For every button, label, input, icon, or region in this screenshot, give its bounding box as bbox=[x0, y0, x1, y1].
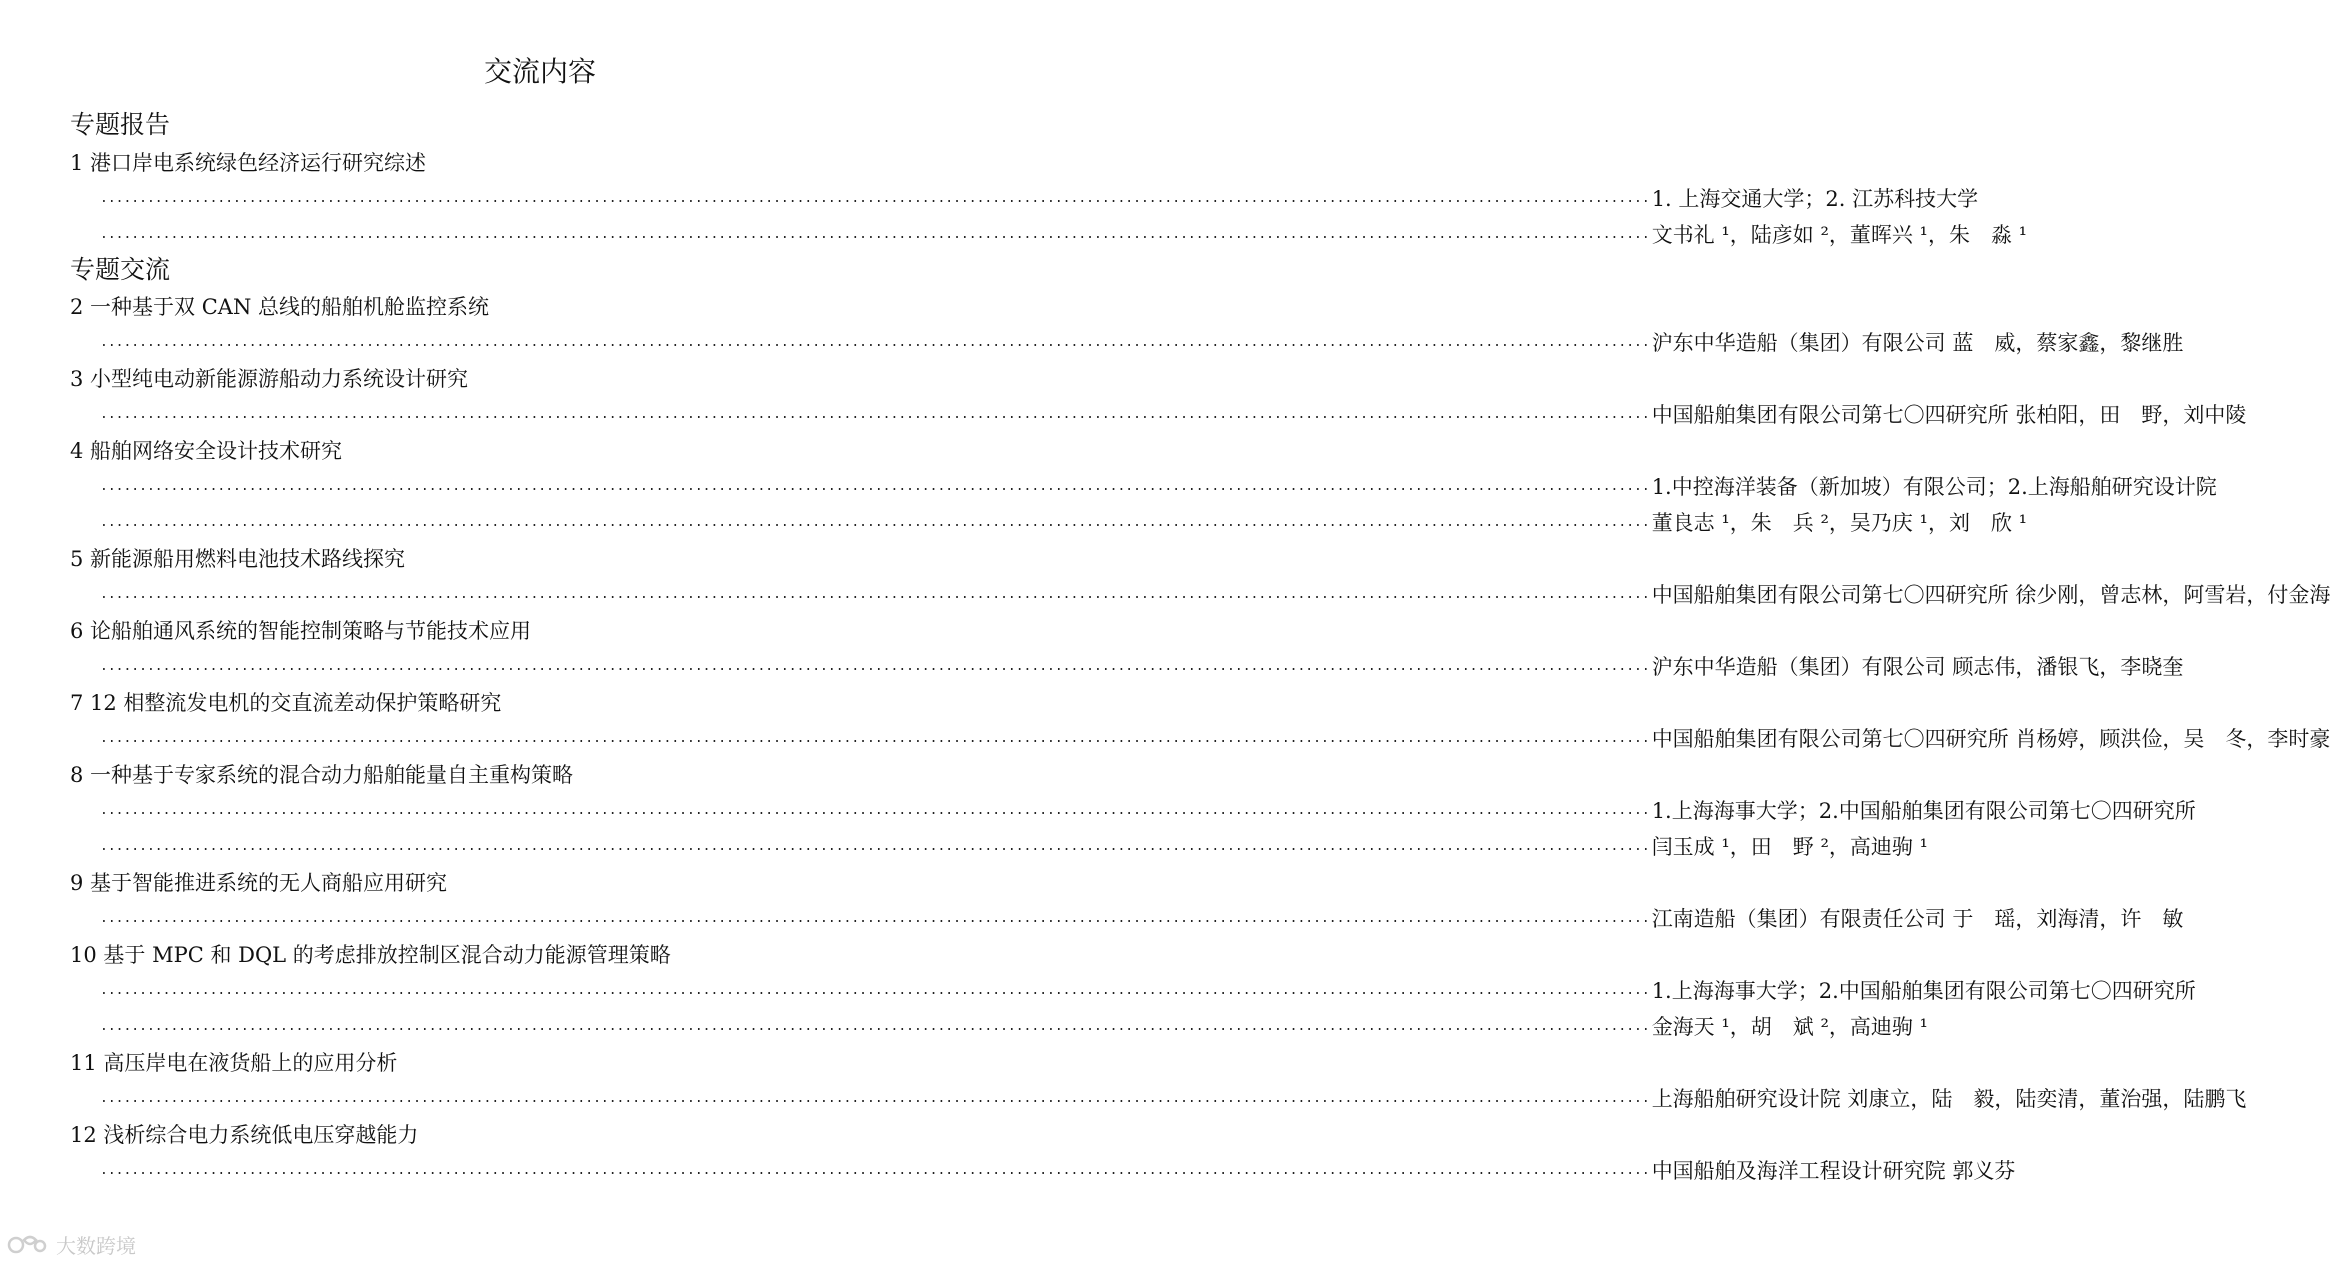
dot-leader: ...................................................................................................................................................................................................... bbox=[100, 803, 1650, 818]
entry-detail-text: 中国船舶集团有限公司第七〇四研究所 肖杨婷，顾洪俭，吴 冬，李时豪 bbox=[1651, 727, 2330, 751]
entry-detail bbox=[100, 793, 2196, 829]
dot-leader: ...................................................................................................................................................................................................... bbox=[100, 479, 1650, 494]
entry-detail-text: 中国船舶及海洋工程设计研究院 郭义芬 bbox=[1651, 1159, 2016, 1183]
section-heading-reports: 专题报告 bbox=[70, 110, 171, 139]
entry-detail-text: 1.中控海洋装备（新加坡）有限公司；2.上海船舶研究设计院 bbox=[1651, 475, 2217, 499]
dot-leader: ...................................................................................................................................................................................................... bbox=[100, 191, 1650, 206]
dot-leader: ...................................................................................................................................................................................................... bbox=[100, 227, 1650, 242]
entry-detail bbox=[100, 577, 2330, 613]
entry-title: 12 浅析综合电力系统低电压穿越能力 bbox=[70, 1123, 419, 1147]
watermark-logo-icon bbox=[6, 1230, 50, 1258]
entry-detail-text: 中国船舶集团有限公司第七〇四研究所 张柏阳，田 野，刘中陵 bbox=[1651, 403, 2247, 427]
entry-detail bbox=[100, 181, 1979, 217]
entry-detail-text: 中国船舶集团有限公司第七〇四研究所 徐少刚，曾志林，阿雪岩，付金海 bbox=[1651, 583, 2330, 607]
entry-detail bbox=[100, 901, 2184, 937]
page-title: 交流内容 bbox=[483, 55, 596, 88]
dot-leader: ...................................................................................................................................................................................................... bbox=[100, 983, 1650, 998]
entry-detail bbox=[100, 1153, 2016, 1189]
entry-detail bbox=[100, 217, 2028, 253]
dot-leader: ...................................................................................................................................................................................................... bbox=[100, 659, 1650, 674]
entry-detail bbox=[100, 1009, 1928, 1045]
entry-title: 10 基于 MPC 和 DQL 的考虑排放控制区混合动力能源管理策略 bbox=[70, 943, 671, 967]
dot-leader: ...................................................................................................................................................................................................... bbox=[100, 515, 1650, 530]
entry-detail-text: 金海天 ¹，胡 斌 ²，高迪驹 ¹ bbox=[1651, 1015, 1928, 1039]
entry-title: 11 高压岸电在液货船上的应用分析 bbox=[70, 1051, 398, 1075]
entry-detail bbox=[100, 829, 1928, 865]
watermark bbox=[6, 1226, 136, 1262]
entry-title: 2 一种基于双 CAN 总线的船舶机舱监控系统 bbox=[70, 295, 489, 319]
entry-detail-text: 文书礼 ¹，陆彦如 ²，董晖兴 ¹，朱 淼 ¹ bbox=[1651, 223, 2028, 247]
entry-detail-text: 闫玉成 ¹，田 野 ²，高迪驹 ¹ bbox=[1651, 835, 1928, 859]
entry-detail-text: 董良志 ¹，朱 兵 ²，吴乃庆 ¹，刘 欣 ¹ bbox=[1651, 511, 2028, 535]
dot-leader: ...................................................................................................................................................................................................... bbox=[100, 1019, 1650, 1034]
entry-detail-text: 沪东中华造船（集团）有限公司 蓝 威，蔡家鑫，黎继胜 bbox=[1651, 331, 2184, 355]
entry-title: 5 新能源船用燃料电池技术路线探究 bbox=[70, 547, 406, 571]
entry-detail bbox=[100, 1081, 2247, 1117]
entry-title: 4 船舶网络安全设计技术研究 bbox=[70, 439, 343, 463]
entry-detail bbox=[100, 325, 2184, 361]
entry-detail bbox=[100, 649, 2184, 685]
entry-detail-text: 江南造船（集团）有限责任公司 于 瑶，刘海清，许 敏 bbox=[1651, 907, 2184, 931]
dot-leader: ...................................................................................................................................................................................................... bbox=[100, 407, 1650, 422]
dot-leader: ...................................................................................................................................................................................................... bbox=[100, 839, 1650, 854]
entry-title: 6 论船舶通风系统的智能控制策略与节能技术应用 bbox=[70, 619, 532, 643]
entry-detail-text: 1. 上海交通大学；2. 江苏科技大学 bbox=[1651, 187, 1979, 211]
dot-leader: ...................................................................................................................................................................................................... bbox=[100, 587, 1650, 602]
entry-detail-text: 上海船舶研究设计院 刘康立，陆 毅，陆奕清，董治强，陆鹏飞 bbox=[1651, 1087, 2247, 1111]
dot-leader: ...................................................................................................................................................................................................... bbox=[100, 1163, 1650, 1178]
dot-leader: ...................................................................................................................................................................................................... bbox=[100, 731, 1650, 746]
entry-title: 3 小型纯电动新能源游船动力系统设计研究 bbox=[70, 367, 469, 391]
section-heading-exchange: 专题交流 bbox=[70, 255, 171, 284]
entry-title: 7 12 相整流发电机的交直流差动保护策略研究 bbox=[70, 691, 502, 715]
entry-detail bbox=[100, 469, 2217, 505]
entry-title: 1 港口岸电系统绿色经济运行研究综述 bbox=[70, 151, 427, 175]
entry-detail bbox=[100, 973, 2196, 1009]
dot-leader: ...................................................................................................................................................................................................... bbox=[100, 335, 1650, 350]
entry-detail bbox=[100, 505, 2028, 541]
entry-title: 8 一种基于专家系统的混合动力船舶能量自主重构策略 bbox=[70, 763, 574, 787]
entry-detail-text: 1.上海海事大学；2.中国船舶集团有限公司第七〇四研究所 bbox=[1651, 979, 2196, 1003]
watermark-text: 大数跨境 bbox=[56, 1233, 136, 1258]
entry-detail-text: 1.上海海事大学；2.中国船舶集团有限公司第七〇四研究所 bbox=[1651, 799, 2196, 823]
entry-detail bbox=[100, 397, 2247, 433]
entry-detail bbox=[100, 721, 2330, 757]
entry-detail-text: 沪东中华造船（集团）有限公司 顾志伟，潘银飞，李晓奎 bbox=[1651, 655, 2184, 679]
dot-leader: ...................................................................................................................................................................................................... bbox=[100, 1091, 1650, 1106]
entry-title: 9 基于智能推进系统的无人商船应用研究 bbox=[70, 871, 448, 895]
dot-leader: ...................................................................................................................................................................................................... bbox=[100, 911, 1650, 926]
